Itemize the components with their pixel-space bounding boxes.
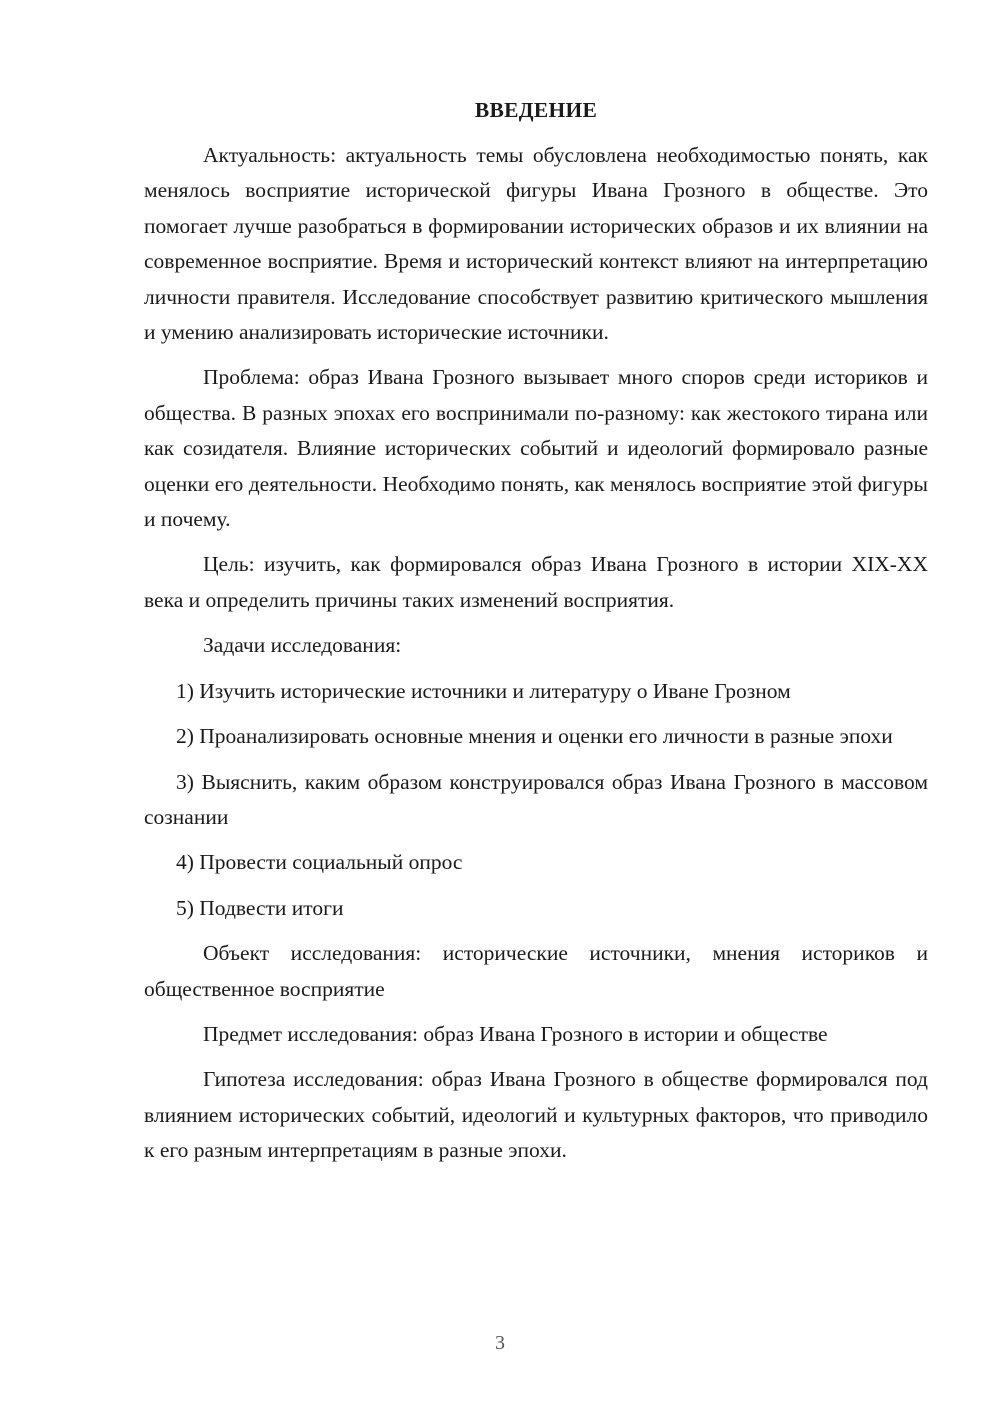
page-title: ВВЕДЕНИЕ xyxy=(474,98,598,122)
document-page xyxy=(144,96,928,1179)
task-item-3: 3) Выяснить, каким образом конструировался образ Ивана Грозного в массовом сознании xyxy=(144,769,928,829)
task-item-1: 1) Изучить исторические источники и литературу о Иване Грозном xyxy=(176,678,791,703)
tasks-heading: Задачи исследования: xyxy=(203,633,402,658)
page-number: 3 xyxy=(495,1332,505,1354)
object-paragraph: Объект исследования: исторические источники, мнения историков и общественное восприятие xyxy=(144,941,928,1001)
subject-paragraph: Предмет исследования: образ Ивана Грозного в истории и обществе xyxy=(203,1021,828,1046)
task-item-2: 2) Проанализировать основные мнения и оценки его личности в разные эпохи xyxy=(176,724,893,749)
goal-paragraph: Цель: изучить, как формировался образ Ивана Грозного в истории XIX-XX века и определить причины таких изменений восприятия. xyxy=(144,552,928,612)
task-item-5: 5) Подвести итоги xyxy=(176,895,344,920)
relevance-paragraph: Актуальность: актуальность темы обусловлена необходимостью понять, как менялось восприятие исторической фигуры Ивана Грозного в обществе. Это помогает лучше разобраться в формировании исторических образов и их влиянии на современное восприятие. Время и исторический контекст влияют на интерпретацию личности правителя. Исследование способствует развитию критического мышления и умению анализировать исторические источники. xyxy=(144,143,928,345)
task-item-4: 4) Провести социальный опрос xyxy=(176,850,463,875)
problem-paragraph: Проблема: образ Ивана Грозного вызывает много споров среди историков и общества. В разных эпохах его воспринимали по-разному: как жестокого тирана или как созидателя. Влияние исторических событий и идеологий формировало разные оценки его деятельности. Необходимо понять, как менялось восприятие этой фигуры и почему. xyxy=(144,365,928,532)
hypothesis-paragraph: Гипотеза исследования: образ Ивана Грозного в обществе формировался под влиянием исторических событий, идеологий и культурных факторов, что приводило к его разным интерпретациям в разные эпохи. xyxy=(144,1067,928,1163)
